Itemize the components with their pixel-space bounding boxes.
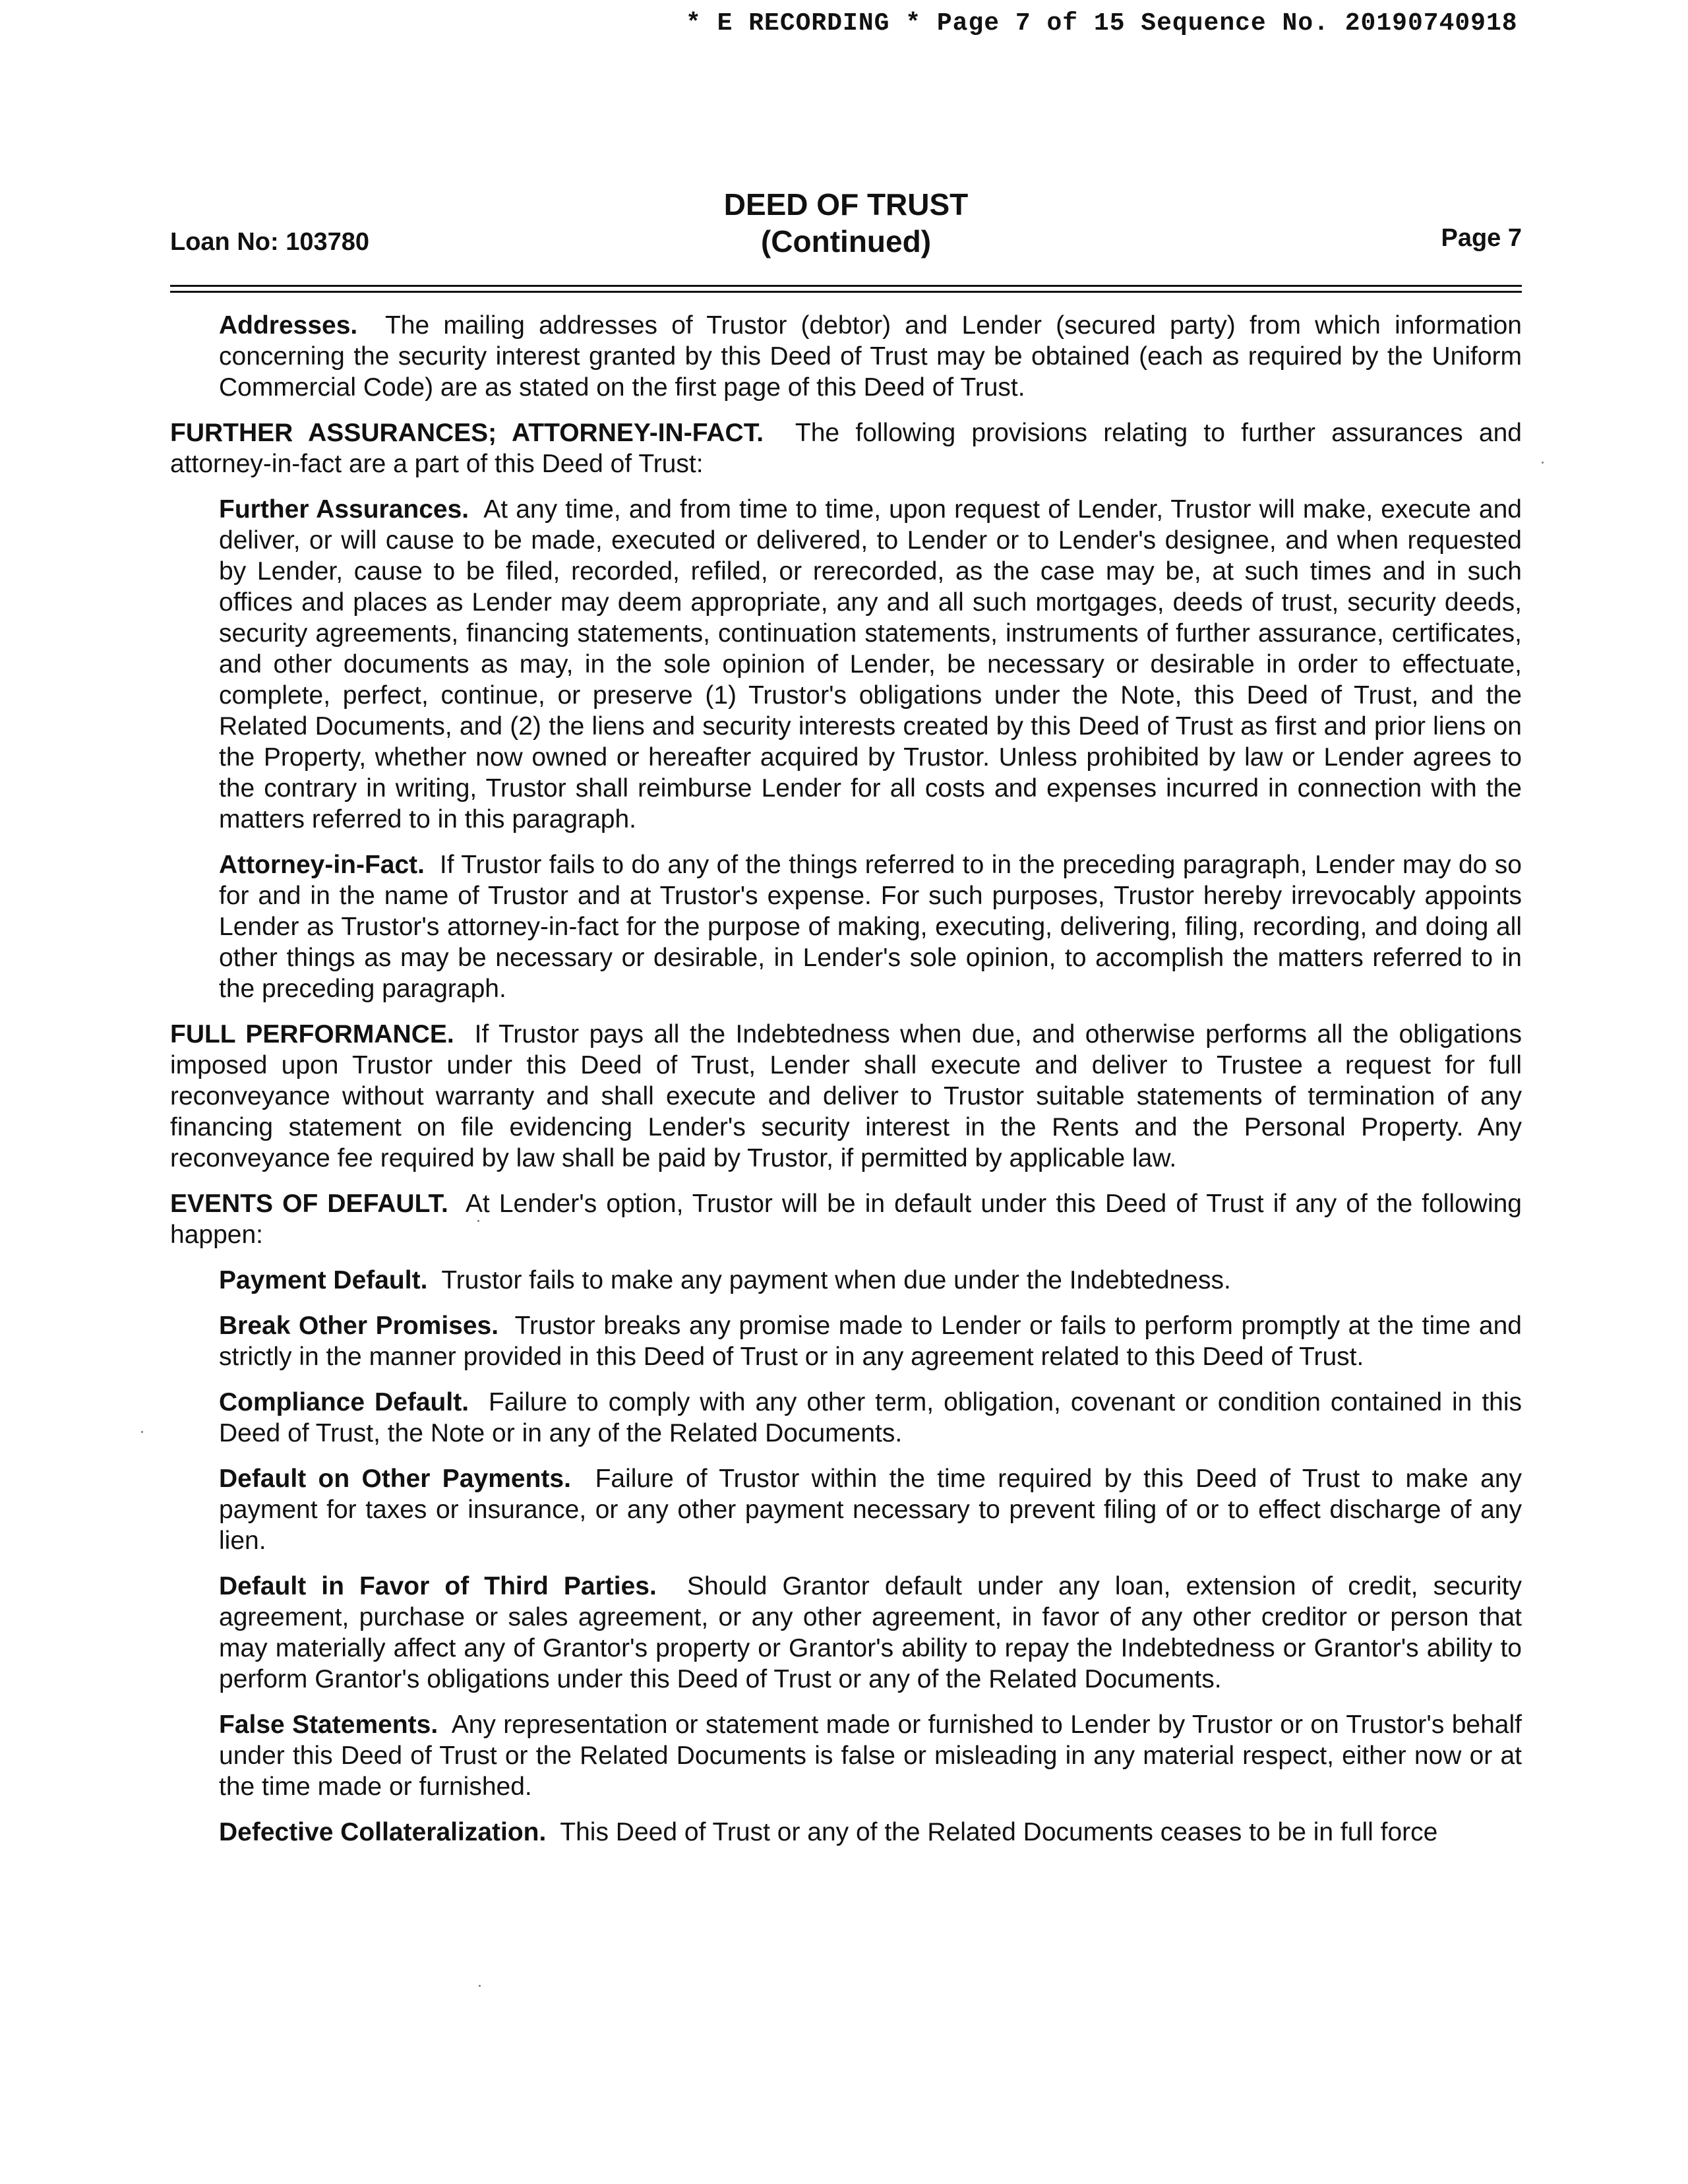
section-further-assurances <box>219 494 1522 835</box>
section-body: Trustor fails to make any payment when due under the Indebtedness. <box>441 1266 1231 1294</box>
section-events-of-default <box>170 1188 1522 1250</box>
document-title: DEED OF TRUST <box>723 187 969 222</box>
section-default-on-other-payments <box>219 1463 1522 1556</box>
section-body: Trustor breaks any promise made to Lender or fails to perform promptly at the time and strictly in the manner provided in this Deed of Trust or in any agreement related to this Deed of Trust. <box>219 1312 1522 1371</box>
section-compliance-default <box>219 1387 1522 1449</box>
section-body: This Deed of Trust or any of the Related Documents ceases to be in full force <box>560 1818 1438 1846</box>
section-default-in-favor-of-third-parties <box>219 1571 1522 1695</box>
section-heading: Default on Other Payments. <box>219 1465 571 1493</box>
section-body: Any representation or statement made or furnished to Lender by Trustor or on Trustor's behalf under this Deed of Trust or the Related Documents is false or misleading in any material respect, either now or at the time made or furnished. <box>219 1711 1522 1801</box>
section-heading: FULL PERFORMANCE. <box>170 1020 454 1048</box>
section-heading: Further Assurances. <box>219 495 469 524</box>
section-heading: FURTHER ASSURANCES; ATTORNEY-IN-FACT. <box>170 419 764 447</box>
loan-number: Loan No: 103780 <box>170 228 369 256</box>
document-body <box>170 310 1522 1862</box>
section-heading: False Statements. <box>219 1711 438 1739</box>
section-further-assurances-attorney-in-fact <box>170 417 1522 479</box>
scan-speck <box>479 1985 481 1987</box>
section-payment-default <box>219 1265 1522 1296</box>
section-body: If Trustor fails to do any of the things referred to in the preceding paragraph, Lender may do so for and in the name of Trustor and at Trustor's expense. For such purposes, Trustor hereby irrevocably appoints Lender as Trustor's attorney-in-fact for the purpose of making, executing, delivering, filing, recording, and doing all other things as may be necessary or desirable, in Lender's sole opinion, to accomplish the matters referred to in the preceding paragraph. <box>219 851 1522 1003</box>
scan-speck <box>141 1431 143 1433</box>
section-body: Failure to comply with any other term, obligation, covenant or condition contained in this Deed of Trust, the Note or in any of the Related Documents. <box>219 1388 1522 1447</box>
section-addresses <box>219 310 1522 403</box>
section-body: The following provisions relating to further assurances and attorney-in-fact are a part of this Deed of Trust: <box>170 419 1522 478</box>
section-full-performance <box>170 1019 1522 1174</box>
section-attorney-in-fact <box>219 849 1522 1004</box>
section-heading: Defective Collateralization. <box>219 1818 547 1846</box>
section-defective-collateralization <box>219 1817 1522 1848</box>
page-number: Page 7 <box>1441 224 1522 252</box>
scan-speck <box>477 1220 479 1222</box>
section-false-statements <box>219 1709 1522 1802</box>
section-heading: Compliance Default. <box>219 1388 469 1416</box>
section-heading: Payment Default. <box>219 1266 428 1294</box>
section-heading: Break Other Promises. <box>219 1312 499 1340</box>
header-rule-top <box>170 285 1522 287</box>
section-body: Should Grantor default under any loan, extension of credit, security agreement, purchase or sales agreement, or any other agreement, in favor of any other creditor or person that may materially affect any of Grantor's property or Grantor's ability to repay the Indebtedness or Grantor's ability to perform Grantor's obligations under this Deed of Trust or any of the Related Documents. <box>219 1572 1522 1693</box>
section-break-other-promises <box>219 1310 1522 1372</box>
header-rule-bottom <box>170 291 1522 293</box>
section-heading: Attorney-in-Fact. <box>219 851 425 879</box>
section-heading: Default in Favor of Third Parties. <box>219 1572 657 1600</box>
section-body: Failure of Trustor within the time required by this Deed of Trust to make any payment for taxes or insurance, or any other payment necessary to prevent filing of or to effect discharge of any lien. <box>219 1465 1522 1555</box>
section-body: At Lender's option, Trustor will be in default under this Deed of Trust if any of the following happen: <box>170 1190 1522 1249</box>
section-body: The mailing addresses of Trustor (debtor) and Lender (secured party) from which information concerning the security interest granted by this Deed of Trust may be obtained (each as required by the Uniform Commercial Code) are as stated on the first page of this Deed of Trust. <box>219 311 1522 402</box>
section-body: At any time, and from time to time, upon request of Lender, Trustor will make, execute and deliver, or will cause to be made, executed or delivered, to Lender or to Lender's designee, and when requested by Lender, cause to be filed, recorded, refiled, or rerecorded, as the case may be, at such times and in such offices and places as Lender may deem appropriate, any and all such mortgages, deeds of trust, security deeds, security agreements, financing statements, continuation statements, instruments of further assurance, certificates, and other documents as may, in the sole opinion of Lender, be necessary or desirable in order to effectuate, complete, perfect, continue, or preserve (1) Trustor's obligations under the Note, this Deed of Trust, and the Related Documents, and (2) the liens and security interests created by this Deed of Trust as first and prior liens on the Property, whether now owned or hereafter acquired by Trustor. Unless prohibited by law or Lender agrees to the contrary in writing, Trustor shall reimburse Lender for all costs and expenses incurred in connection with the matters referred to in this paragraph. <box>219 495 1522 834</box>
recording-header: * E RECORDING * Page 7 of 15 Sequence No. 20190740918 <box>686 9 1518 38</box>
document-subtitle: (Continued) <box>760 224 932 258</box>
section-heading: Addresses. <box>219 311 358 340</box>
document-title-block <box>170 186 1522 260</box>
section-body: If Trustor pays all the Indebtedness when due, and otherwise performs all the obligations imposed upon Trustor under this Deed of Trust, Lender shall execute and deliver to Trustee a request for full reconveyance without warranty and shall execute and deliver to Trustor suitable statements of termination of any financing statement on file evidencing Lender's security interest in the Rents and the Personal Property. Any reconveyance fee required by law shall be paid by Trustor, if permitted by applicable law. <box>170 1020 1522 1172</box>
section-heading: EVENTS OF DEFAULT. <box>170 1190 448 1218</box>
scan-speck <box>1542 462 1544 464</box>
document-header <box>170 186 1522 265</box>
